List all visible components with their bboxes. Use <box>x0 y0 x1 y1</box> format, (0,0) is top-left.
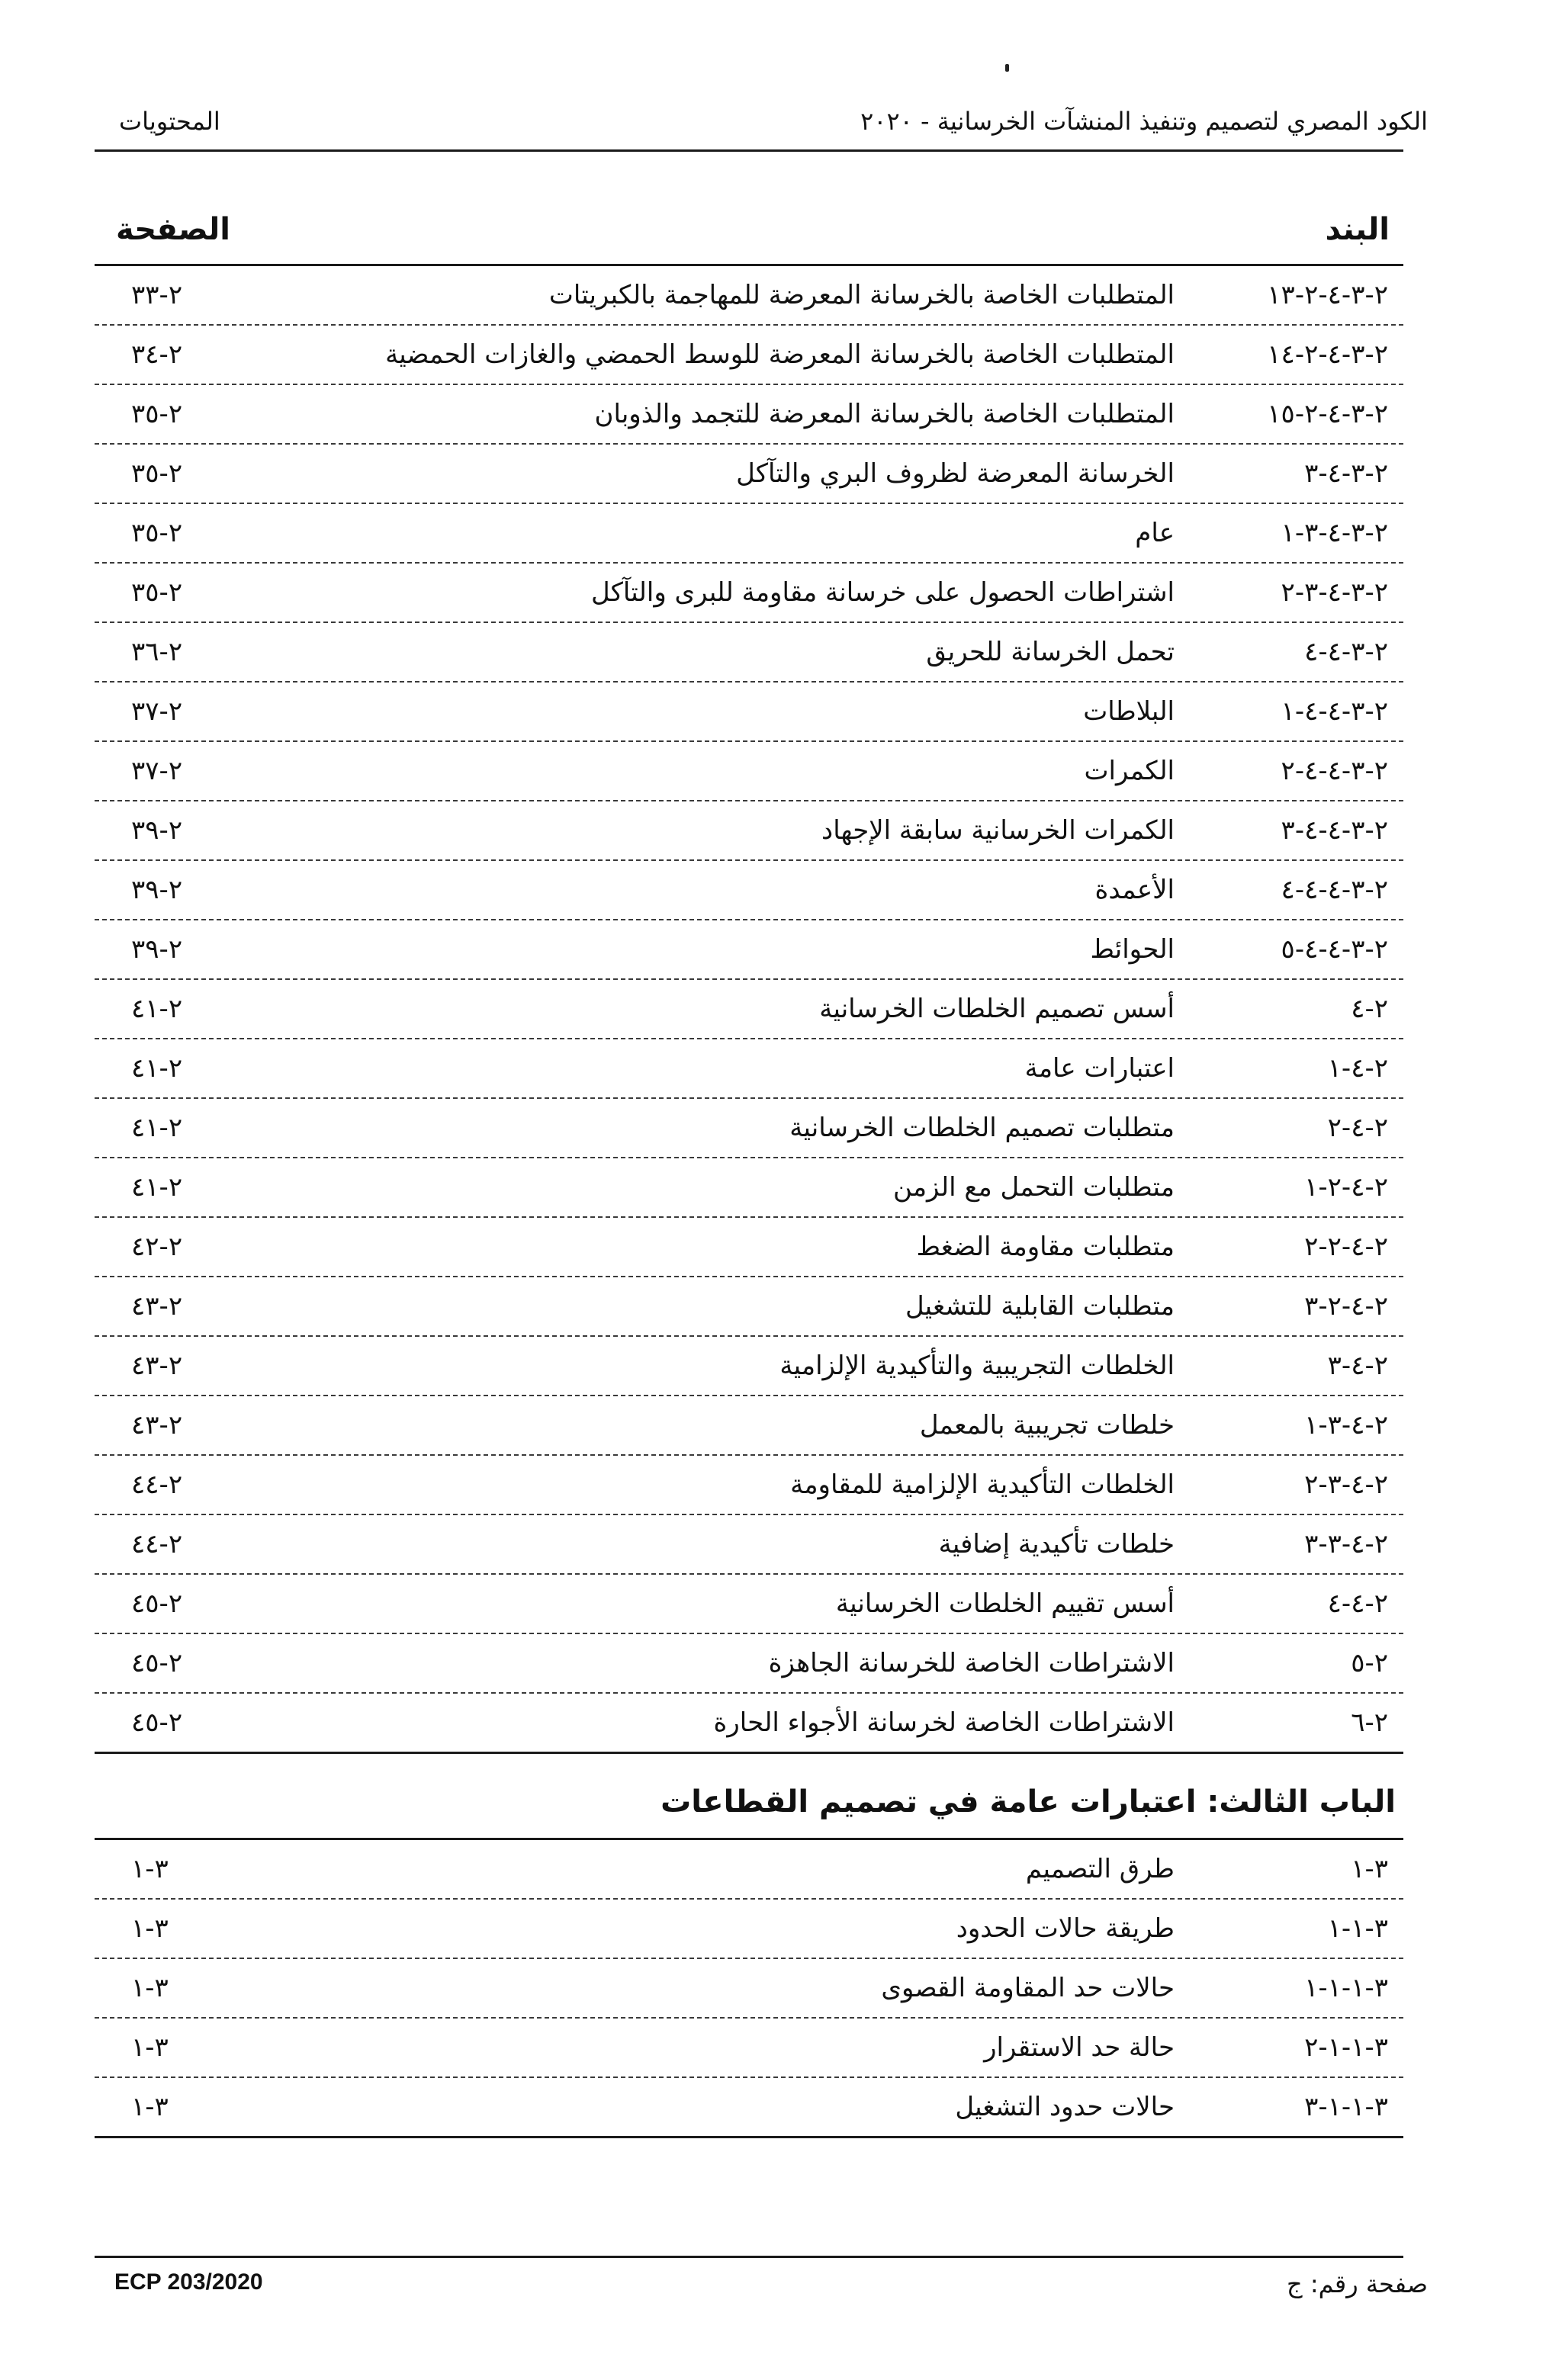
toc-item-title: متطلبات تصميم الخلطات الخرسانية <box>789 1113 1175 1143</box>
toc-row[interactable] <box>95 2078 1403 2138</box>
chapter-toc-table <box>95 1838 1403 2138</box>
toc-item-page: ٢-٣٥ <box>131 577 183 608</box>
toc-item-number: ٢-٥ <box>1351 1648 1388 1678</box>
toc-item-title: خلطات تجريبية بالمعمل <box>919 1410 1175 1441</box>
toc-item-number: ٢-٣-٤-٣-٢ <box>1281 577 1388 608</box>
toc-item-number: ٢-٣-٤-٤-١ <box>1281 696 1388 727</box>
toc-item-page: ٢-٣٧ <box>131 756 183 786</box>
toc-item-page: ٢-٤١ <box>131 1053 183 1084</box>
toc-item-page: ٢-٣٦ <box>131 637 183 667</box>
toc-row[interactable] <box>95 1575 1403 1634</box>
toc-item-title: المتطلبات الخاصة بالخرسانة المعرضة للتجمد والذوبان <box>594 399 1175 429</box>
toc-item-number: ٢-٣-٤-٣ <box>1304 458 1388 489</box>
toc-row[interactable] <box>95 861 1403 920</box>
toc-row[interactable] <box>95 1277 1403 1337</box>
toc-row[interactable] <box>95 1218 1403 1277</box>
chapter-title: الباب الثالث: اعتبارات عامة في تصميم القطاعات <box>660 1784 1396 1820</box>
toc-item-number: ٣-١-١ <box>1327 1913 1388 1944</box>
running-header-section: المحتويات <box>119 107 220 136</box>
column-header-item: البند <box>1325 212 1390 247</box>
toc-item-number: ٢-٤-٢-٢ <box>1304 1232 1388 1262</box>
toc-item-page: ٣-١ <box>131 2092 169 2122</box>
toc-item-number: ٢-٣-٤-٤-٥ <box>1281 934 1388 965</box>
toc-row[interactable] <box>95 1039 1403 1099</box>
toc-item-title: عام <box>1135 518 1175 548</box>
footer-page-number: صفحة رقم: ج <box>1287 2269 1428 2298</box>
toc-item-number: ٢-٤-٢ <box>1327 1113 1388 1143</box>
toc-item-title: حالات حدود التشغيل <box>955 2092 1175 2122</box>
toc-item-page: ٣-١ <box>131 1973 169 2003</box>
toc-item-number: ٢-٣-٤-٢-١٥ <box>1267 399 1388 429</box>
toc-row[interactable] <box>95 920 1403 980</box>
toc-item-title: الكمرات <box>1084 756 1175 786</box>
scan-speck <box>1005 64 1009 72</box>
toc-item-page: ٢-٤١ <box>131 1113 183 1143</box>
toc-row[interactable] <box>95 564 1403 623</box>
toc-item-page: ٣-١ <box>131 1913 169 1944</box>
toc-item-page: ٢-٤١ <box>131 994 183 1024</box>
toc-row[interactable] <box>95 326 1403 385</box>
toc-item-number: ٢-٤-٣ <box>1327 1351 1388 1381</box>
toc-item-title: الكمرات الخرسانية سابقة الإجهاد <box>821 815 1175 846</box>
toc-item-number: ٢-٦ <box>1351 1707 1388 1738</box>
toc-item-title: الخلطات التجريبية والتأكيدية الإلزامية <box>779 1351 1175 1381</box>
toc-item-title: خلطات تأكيدية إضافية <box>938 1529 1175 1559</box>
toc-item-number: ٢-٤-٢-١ <box>1304 1172 1388 1203</box>
toc-item-title: البلاطات <box>1083 696 1175 727</box>
toc-item-title: تحمل الخرسانة للحريق <box>926 637 1175 667</box>
toc-row[interactable] <box>95 801 1403 861</box>
toc-item-page: ٢-٣٩ <box>131 934 183 965</box>
toc-item-page: ٢-٣٩ <box>131 815 183 846</box>
toc-item-number: ٢-٣-٤-٤-٣ <box>1281 815 1388 846</box>
toc-item-title: المتطلبات الخاصة بالخرسانة المعرضة للوسط الحمضي والغازات الحمضية <box>385 339 1175 370</box>
toc-item-page: ٢-٣٤ <box>131 339 183 370</box>
toc-item-title: الاشتراطات الخاصة لخرسانة الأجواء الحارة <box>713 1707 1175 1738</box>
toc-item-title: متطلبات التحمل مع الزمن <box>892 1172 1175 1203</box>
toc-item-number: ٢-٣-٤-٤-٤ <box>1281 875 1388 905</box>
toc-item-title: اشتراطات الحصول على خرسانة مقاومة للبرى والتآكل <box>590 577 1175 608</box>
toc-row[interactable] <box>95 1694 1403 1754</box>
toc-item-title: الاشتراطات الخاصة للخرسانة الجاهزة <box>768 1648 1175 1678</box>
toc-row[interactable] <box>95 266 1403 326</box>
toc-item-page: ٢-٤٣ <box>131 1291 183 1322</box>
toc-item-title: المتطلبات الخاصة بالخرسانة المعرضة للمهاجمة بالكبريتات <box>548 280 1175 310</box>
toc-item-page: ٢-٤٤ <box>131 1469 183 1500</box>
toc-item-number: ٢-٤-١ <box>1327 1053 1388 1084</box>
toc-item-title: طريقة حالات الحدود <box>956 1913 1175 1944</box>
toc-item-title: أسس تقييم الخلطات الخرسانية <box>835 1588 1175 1619</box>
toc-item-page: ٢-٤٢ <box>131 1232 183 1262</box>
toc-item-title: الخلطات التأكيدية الإلزامية للمقاومة <box>790 1469 1175 1500</box>
toc-row[interactable] <box>95 980 1403 1039</box>
toc-item-title: متطلبات مقاومة الضغط <box>916 1232 1175 1262</box>
toc-row[interactable] <box>95 1337 1403 1396</box>
toc-row[interactable] <box>95 1900 1403 1959</box>
toc-row[interactable] <box>95 385 1403 445</box>
toc-row[interactable] <box>95 504 1403 564</box>
toc-item-title: الحوائط <box>1090 934 1175 965</box>
toc-item-number: ٢-٤ <box>1351 994 1388 1024</box>
toc-row[interactable] <box>95 445 1403 504</box>
toc-item-page: ٢-٤٤ <box>131 1529 183 1559</box>
running-header-title: الكود المصري لتصميم وتنفيذ المنشآت الخرسانية - ٢٠٢٠ <box>860 107 1428 136</box>
toc-item-page: ٢-٤٥ <box>131 1707 183 1738</box>
toc-item-title: الخرسانة المعرضة لظروف البري والتآكل <box>736 458 1175 489</box>
toc-table <box>95 264 1403 1754</box>
toc-item-number: ٣-١-١-٣ <box>1304 2092 1388 2122</box>
toc-item-number: ٢-٤-٣-١ <box>1304 1410 1388 1441</box>
toc-item-title: متطلبات القابلية للتشغيل <box>905 1291 1175 1322</box>
toc-item-number: ٢-٣-٤-٣-١ <box>1281 518 1388 548</box>
toc-item-page: ٢-٣٧ <box>131 696 183 727</box>
toc-item-page: ٢-٣٥ <box>131 518 183 548</box>
column-header-page: الصفحة <box>116 212 231 247</box>
footer-rule <box>95 2256 1403 2258</box>
toc-item-page: ٢-٣٩ <box>131 875 183 905</box>
toc-item-page: ٢-٣٣ <box>131 280 183 310</box>
toc-item-number: ٢-٤-٣-٣ <box>1304 1529 1388 1559</box>
toc-item-title: الأعمدة <box>1094 875 1175 905</box>
toc-item-number: ٢-٣-٤-٢-١٣ <box>1267 280 1388 310</box>
toc-item-page: ٢-٤٣ <box>131 1410 183 1441</box>
footer-code-id: ECP 203/2020 <box>114 2269 263 2295</box>
toc-item-page: ٢-٣٥ <box>131 458 183 489</box>
toc-item-page: ٢-٣٥ <box>131 399 183 429</box>
toc-row[interactable] <box>95 683 1403 742</box>
toc-row[interactable] <box>95 623 1403 683</box>
toc-item-number: ٢-٤-٢-٣ <box>1304 1291 1388 1322</box>
toc-item-number: ٣-١-١-١ <box>1304 1973 1388 2003</box>
toc-item-title: أسس تصميم الخلطات الخرسانية <box>819 994 1175 1024</box>
toc-row[interactable] <box>95 742 1403 801</box>
toc-item-number: ٢-٣-٤-٤ <box>1304 637 1388 667</box>
toc-item-number: ٢-٣-٤-٤-٢ <box>1281 756 1388 786</box>
toc-row[interactable] <box>95 1959 1403 2019</box>
toc-item-page: ٣-١ <box>131 2032 169 2063</box>
toc-row[interactable] <box>95 1634 1403 1694</box>
toc-row[interactable] <box>95 1099 1403 1158</box>
toc-row[interactable] <box>95 1515 1403 1575</box>
toc-item-number: ٢-٤-٣-٢ <box>1304 1469 1388 1500</box>
toc-item-page: ٢-٤٣ <box>131 1351 183 1381</box>
toc-row[interactable] <box>95 1456 1403 1515</box>
header-rule <box>95 149 1403 152</box>
toc-item-page: ٣-١ <box>131 1854 169 1884</box>
toc-item-page: ٢-٤٥ <box>131 1648 183 1678</box>
toc-item-title: اعتبارات عامة <box>1024 1053 1175 1084</box>
toc-item-number: ٢-٤-٤ <box>1327 1588 1388 1619</box>
toc-item-page: ٢-٤١ <box>131 1172 183 1203</box>
toc-item-number: ٣-١-١-٢ <box>1304 2032 1388 2063</box>
toc-row[interactable] <box>95 1158 1403 1218</box>
toc-item-page: ٢-٤٥ <box>131 1588 183 1619</box>
toc-item-title: حالة حد الاستقرار <box>984 2032 1175 2063</box>
toc-row[interactable] <box>95 1396 1403 1456</box>
toc-item-number: ٣-١ <box>1351 1854 1388 1884</box>
toc-item-title: حالات حد المقاومة القصوى <box>881 1973 1175 2003</box>
toc-row[interactable] <box>95 1840 1403 1900</box>
toc-row[interactable] <box>95 2019 1403 2078</box>
toc-item-title: طرق التصميم <box>1025 1854 1175 1884</box>
toc-item-number: ٢-٣-٤-٢-١٤ <box>1267 339 1388 370</box>
